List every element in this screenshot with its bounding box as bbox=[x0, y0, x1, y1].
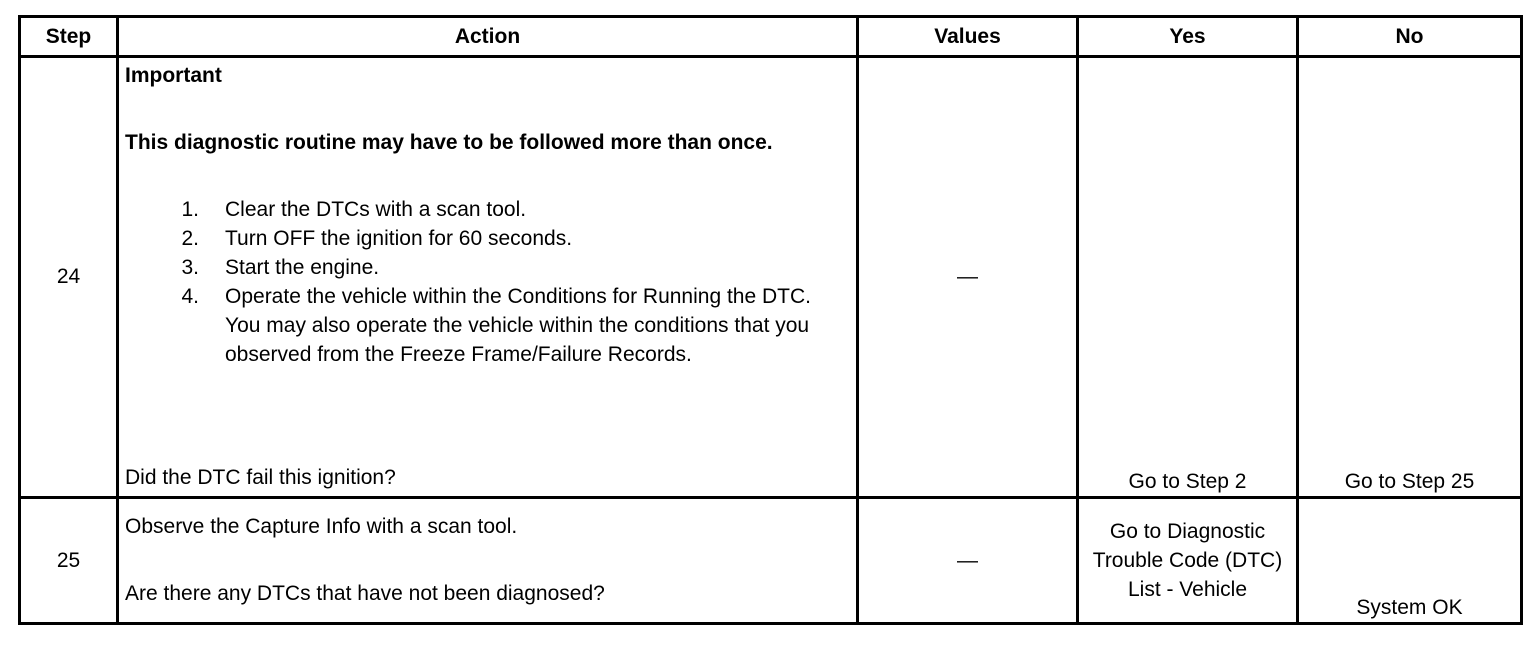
header-no: No bbox=[1298, 17, 1522, 57]
procedure-list bbox=[125, 195, 850, 369]
list-item-text: Operate the vehicle within the Conditions for Running the DTC. You may also operate the vehicle within the conditions that you observed from the Freeze Frame/Failure Records. bbox=[225, 285, 811, 366]
list-item-number: 3. bbox=[181, 256, 199, 279]
list-item-number: 4. bbox=[181, 285, 199, 308]
instruction-text: Observe the Capture Info with a scan tool. bbox=[125, 515, 518, 538]
list-item bbox=[125, 282, 850, 369]
list-item-text: Start the engine. bbox=[225, 256, 380, 279]
values-cell: — bbox=[858, 498, 1078, 624]
list-item bbox=[125, 224, 850, 253]
yes-cell-text: Go to Diagnostic Trouble Code (DTC) List - Vehicle bbox=[1092, 520, 1283, 601]
question-text: Did the DTC fail this ignition? bbox=[125, 466, 396, 489]
action-cell bbox=[118, 57, 858, 498]
header-values: Values bbox=[858, 17, 1078, 57]
list-item-number: 1. bbox=[181, 198, 199, 221]
list-item-text: Turn OFF the ignition for 60 seconds. bbox=[225, 227, 573, 250]
question-text: Are there any DTCs that have not been diagnosed? bbox=[125, 582, 605, 605]
action-cell bbox=[118, 498, 858, 624]
list-item bbox=[125, 253, 850, 282]
important-title: Important bbox=[125, 64, 222, 87]
header-action: Action bbox=[118, 17, 858, 57]
values-cell: — bbox=[858, 57, 1078, 498]
header-step: Step bbox=[20, 17, 118, 57]
header-row bbox=[20, 17, 1522, 57]
important-text: This diagnostic routine may have to be followed more than once. bbox=[125, 131, 773, 154]
yes-cell bbox=[1078, 498, 1298, 624]
table-row-step-25 bbox=[20, 498, 1522, 624]
table-row-step-24 bbox=[20, 57, 1522, 498]
yes-cell: Go to Step 2 bbox=[1078, 57, 1298, 498]
list-item-number: 2. bbox=[181, 227, 199, 250]
step-number: 24 bbox=[20, 57, 118, 498]
no-cell: System OK bbox=[1298, 498, 1522, 624]
step-number: 25 bbox=[20, 498, 118, 624]
no-cell: Go to Step 25 bbox=[1298, 57, 1522, 498]
list-item bbox=[125, 195, 850, 224]
header-yes: Yes bbox=[1078, 17, 1298, 57]
diagnostic-table bbox=[18, 15, 1523, 625]
list-item-text: Clear the DTCs with a scan tool. bbox=[225, 198, 527, 221]
